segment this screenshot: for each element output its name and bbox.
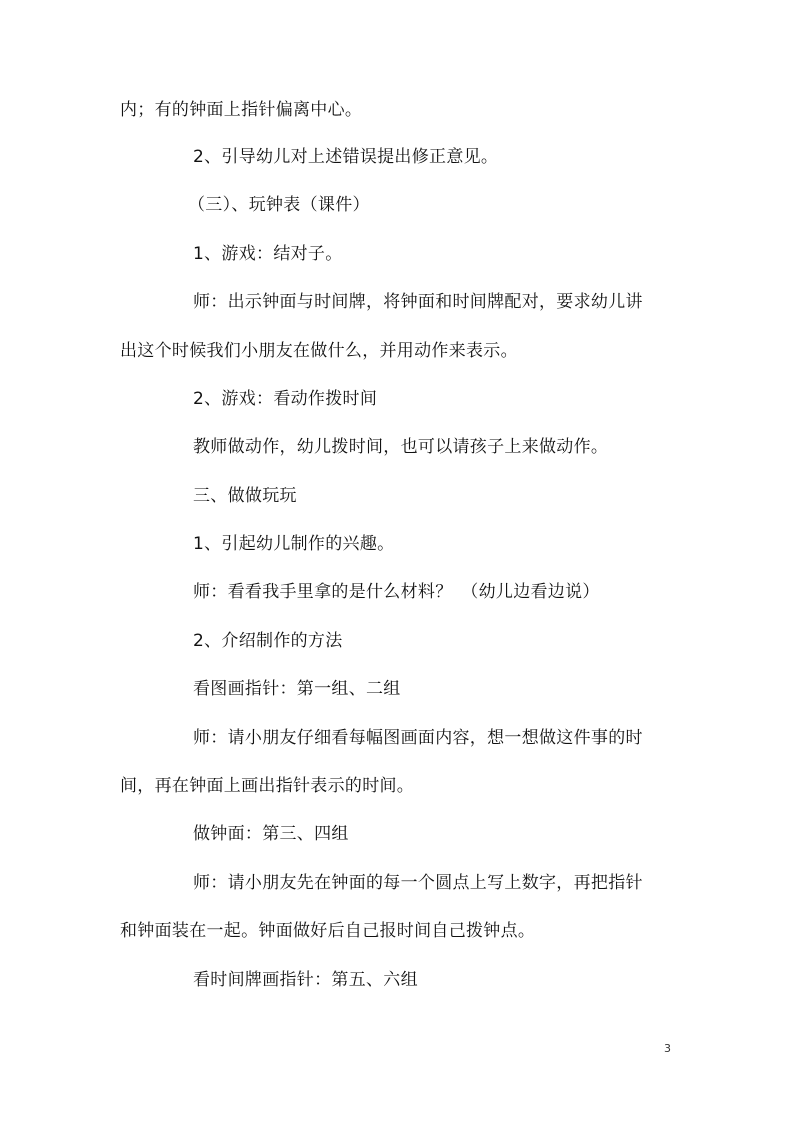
text-line: 出这个时候我们小朋友在做什么，并用动作来表示。 — [120, 341, 518, 361]
text-line: 间，再在钟面上画出指针表示的时间。 — [120, 776, 415, 796]
text-line: 做钟面：第三、四组 — [193, 824, 349, 844]
text-line: 2、游戏：看动作拨时间 — [193, 389, 378, 409]
text-line: 内；有的钟面上指针偏离中心。 — [120, 100, 363, 120]
text-line: 师：请小朋友先在钟面的每一个圆点上写上数字，再把指针 — [193, 873, 643, 893]
text-line: 教师做动作，幼儿拨时间，也可以请孩子上来做动作。 — [193, 437, 609, 457]
text-line: 看图画指针：第一组、二组 — [193, 679, 401, 699]
text-line: 2、引导幼儿对上述错误提出修正意见。 — [193, 147, 499, 167]
text-line: 和钟面装在一起。钟面做好后自己报时间自己拨钟点。 — [120, 921, 536, 941]
text-line: 2、介绍制作的方法 — [193, 631, 343, 651]
text-line: 1、引起幼儿制作的兴趣。 — [193, 534, 395, 554]
page-number: 3 — [664, 1042, 671, 1055]
text-line: 师：看看我手里拿的是什么材料？ （幼儿边看边说） — [193, 582, 600, 602]
text-line: 三、做做玩玩 — [193, 486, 297, 506]
text-line: 师：请小朋友仔细看每幅图画面内容，想一想做这件事的时 — [193, 728, 643, 748]
text-line: （三）、玩钟表（课件） — [188, 195, 370, 215]
text-line: 师：出示钟面与时间牌，将钟面和时间牌配对，要求幼儿讲 — [193, 292, 643, 312]
text-line: 看时间牌画指针：第五、六组 — [193, 970, 418, 990]
text-line: 1、游戏：结对子。 — [193, 244, 343, 264]
